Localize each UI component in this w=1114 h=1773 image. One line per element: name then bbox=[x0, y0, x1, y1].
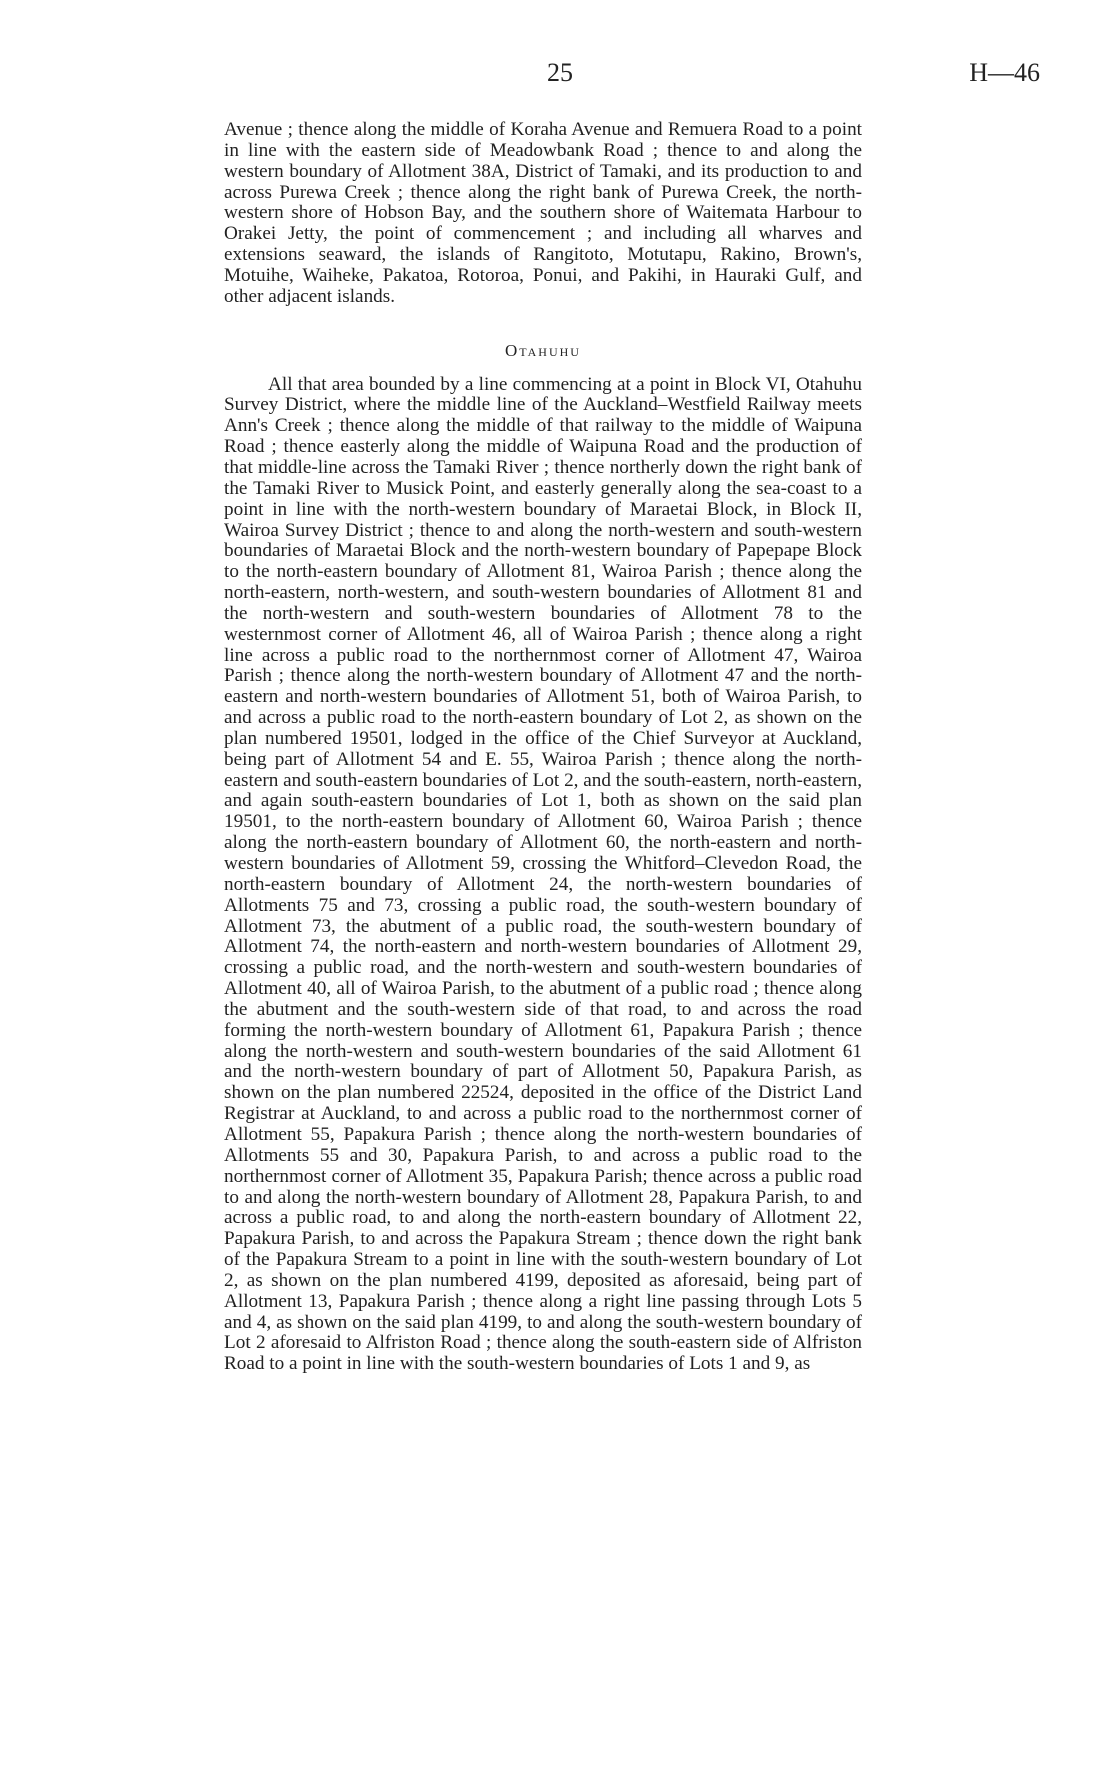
section-paragraph: All that area bounded by a line commencing at a point in Block VI, Otahuhu Survey District, where the middle line of the Auckland–Westfield Railway meets Ann's Creek ; thence along the middle of that railway to the middle of Waipuna Road ; thence easterly along the middle of Waipuna Road and the production of that middle-line across the Tamaki River ; thence northerly down the right bank of the Tamaki River to Musick Point, and easterly generally along the sea-coast to a point in line with the north-western boundary of Maraetai Block, in Block II, Wairoa Survey District ; thence to and along the north-western and south-western boundaries of Maraetai Block and the north-western boundary of Papepape Block to the north-eastern boundary of Allotment 81, Wairoa Parish ; thence along the north-eastern, north-western, and south-western boundaries of Allotment 81 and the north-western and south-western boundaries of Allotment 78 to the westernmost corner of Allotment 46, all of Wairoa Parish ; thence along a right line across a public road to the northernmost corner of Allotment 47, Wairoa Parish ; thence along the north-western boundary of Allotment 47 and the north-eastern and north-western boundaries of Allotment 51, both of Wairoa Parish, to and across a public road to the north-eastern boundary of Lot 2, as shown on the plan numbered 19501, lodged in the office of the Chief Surveyor at Auckland, being part of Allotment 54 and E. 55, Wairoa Parish ; thence along the north-eastern and south-eastern boundaries of Lot 2, and the south-eastern, north-eastern, and again south-eastern boundaries of Lot 1, both as shown on the said plan 19501, to the north-eastern boundary of Allotment 60, Wairoa Parish ; thence along the north-eastern boundary of Allotment 60, the north-eastern and north-western boundaries of Allotment 59, crossing the Whitford–Clevedon Road, the north-eastern boundary of Allotment 24, the north-western boundaries of Allotments 75 and 73, crossing a public road, the south-western boundary of Allotment 73, the abutment of a public road, the south-western boundary of Allotment 74, the north-eastern and north-western boundaries of Allotment 29, crossing a public road, and the north-western and south-western boundaries of Allotment 40, all of Wairoa Parish, to the abutment of a public road ; thence along the abutment and the south-western side of that road, to and across the road forming the north-western boundary of Allotment 61, Papakura Parish ; thence along the north-western and south-western boundaries of the said Allotment 61 and the north-western boundary of part of Allotment 50, Papakura Parish, as shown on the plan numbered 22524, deposited in the office of the District Land Registrar at Auckland, to and across a public road to the northernmost corner of Allotment 55, Papakura Parish ; thence along the north-western boundaries of Allotments 55 and 30, Papakura Parish, to and across a public road to the northernmost corner of Allotment 35, Papakura Parish; thence across a public road to and along the north-western boundary of Allotment 28, Papakura Parish, to and across a public road, to and along the north-eastern boundary of Allotment 22, Papakura Parish, to and across the Papakura Stream ; thence down the right bank of the Papakura Stream to a point in line with the south-western boundary of Lot 2, as shown on the plan numbered 4199, deposited as aforesaid, being part of Allotment 13, Papakura Parish ; thence along a right line passing through Lots 5 and 4, as shown on the said plan 4199, to and along the south-western boundary of Lot 2 aforesaid to Alfriston Road ; thence along the south-eastern side of Alfriston Road to a point in line with the south-western boundaries of Lots 1 and 9, as bbox=[224, 373, 862, 1375]
document-reference: H—46 bbox=[969, 58, 1040, 87]
section-heading: Otahuhu bbox=[505, 340, 581, 360]
page-header bbox=[0, 58, 1114, 98]
main-text-column bbox=[224, 120, 862, 1375]
continued-paragraph: Avenue ; thence along the middle of Koraha Avenue and Remuera Road to a point in line with the eastern side of Meadowbank Road ; thence to and along the western boundary of Allotment 38A, District of Tamaki, and its production to and across Purewa Creek ; thence along the right bank of Purewa Creek, the north-western shore of Hobson Bay, and the southern shore of Waitemata Harbour to Orakei Jetty, the point of commencement ; and including all wharves and extensions seaward, the islands of Rangitoto, Motutapu, Rakino, Brown's, Motuihe, Waiheke, Pakatoa, Rotoroa, Ponui, and Pakihi, in Hauraki Gulf, and other adjacent islands. bbox=[224, 119, 862, 307]
page-number: 25 bbox=[547, 58, 573, 87]
